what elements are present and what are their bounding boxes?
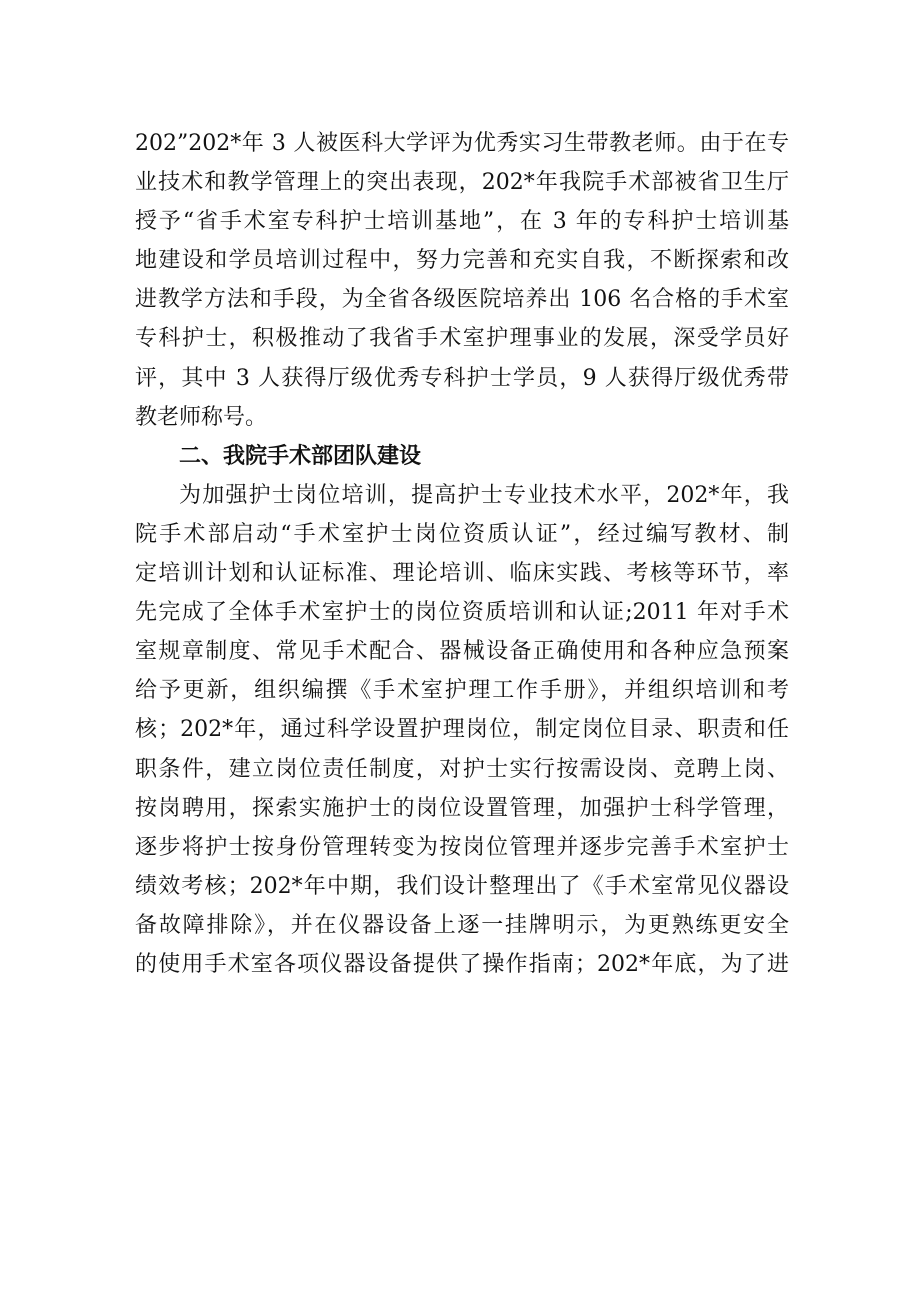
- text-line: 为加强护士岗位培训，提高护士专业技术水平，202*年，我: [179, 482, 789, 508]
- text-line: 绩效考核；202*年中期，我们设计整理出了《手术室常见仪器设: [135, 873, 789, 899]
- section-heading: 二、我院手术部团队建设: [179, 443, 422, 469]
- text-line: 备故障排除》，并在仪器设备上逐一挂牌明示，为更熟练更安全: [135, 912, 789, 938]
- text-line: 专科护士，积极推动了我省手术室护理事业的发展，深受学员好: [135, 326, 789, 352]
- text-line: 评，其中 3 人获得厅级优秀专科护士学员，9 人获得厅级优秀带: [135, 365, 789, 391]
- document-body: [135, 124, 789, 984]
- paragraph-team-building: [135, 476, 789, 984]
- text-line: 先完成了全体手术室护士的岗位资质培训和认证;2011 年对手术: [135, 600, 789, 626]
- text-line: 定培训计划和认证标准、理论培训、临床实践、考核等环节，率: [135, 561, 789, 587]
- text-line: 室规章制度、常见手术配合、器械设备正确使用和各种应急预案: [135, 639, 789, 665]
- paragraph-team-teaching: [135, 124, 789, 437]
- text-line: 职条件，建立岗位责任制度，对护士实行按需设岗、竞聘上岗、: [135, 756, 789, 782]
- text-line: 给予更新，组织编撰《手术室护理工作手册》，并组织培训和考: [135, 678, 789, 704]
- text-line: 教老师称号。: [135, 404, 268, 430]
- text-line: 授予“省手术室专科护士培训基地”，在 3 年的专科护士培训基: [135, 209, 789, 235]
- text-line: 进教学方法和手段，为全省各级医院培养出 106 名合格的手术室: [135, 287, 789, 313]
- text-line: 院手术部启动“手术室护士岗位资质认证”，经过编写教材、制: [135, 521, 789, 547]
- text-line: 地建设和学员培训过程中，努力完善和充实自我，不断探索和改: [135, 248, 789, 274]
- text-line: 逐步将护士按身份管理转变为按岗位管理并逐步完善手术室护士: [135, 834, 789, 860]
- text-line: 按岗聘用，探索实施护士的岗位设置管理，加强护士科学管理，: [135, 795, 789, 821]
- text-line: 的使用手术室各项仪器设备提供了操作指南；202*年底，为了进: [135, 951, 789, 977]
- text-line: 核；202*年，通过科学设置护理岗位，制定岗位目录、职责和任: [135, 717, 789, 743]
- text-line: 202”202*年 3 人被医科大学评为优秀实习生带教老师。由于在专: [135, 131, 789, 156]
- text-line: 业技术和教学管理上的突出表现，202*年我院手术部被省卫生厅: [135, 170, 789, 196]
